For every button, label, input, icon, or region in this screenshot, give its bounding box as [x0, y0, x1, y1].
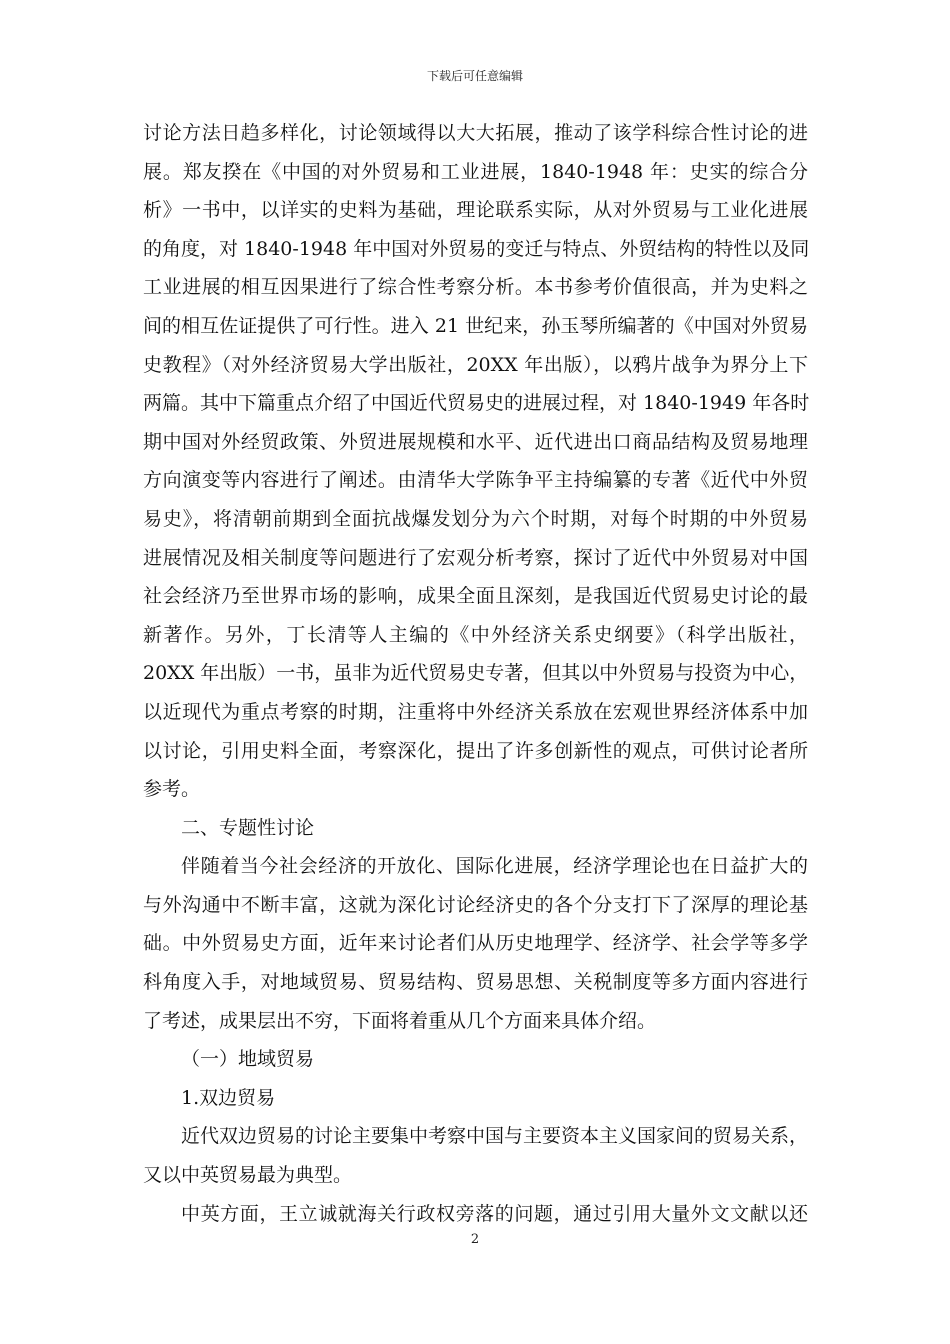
page-header: 下载后可任意编辑 [426, 69, 523, 83]
text-line: 讨论方法日趋多样化，讨论领域得以大大拓展，推动了该学科综合性讨论的进 [143, 122, 808, 144]
text-line: 期中国对外经贸政策、外贸进展规模和水平、近代进出口商品结构及贸易地理 [143, 430, 808, 453]
subheading-regional-trade: （一）地域贸易 [181, 1048, 315, 1071]
text-line: 又以中英贸易最为典型。 [143, 1164, 353, 1187]
subheading-bilateral-trade: 1.双边贸易 [181, 1086, 276, 1109]
text-line: 新著作。另外，丁长清等人主编的《中外经济关系史纲要》（科学出版社， [143, 623, 808, 646]
section-heading-thematic-research: 二、专题性讨论 [181, 816, 315, 839]
text-line: 两篇。其中下篇重点介绍了中国近代贸易史的进展过程，对 1840-1949 年各时 [143, 392, 810, 415]
text-line: 的角度，对 1840-1948 年中国对外贸易的变迁与特点、外贸结构的特性以及同 [143, 237, 810, 260]
text-line: 与外沟通中不断丰富，这就为深化讨论经济史的各个分支打下了深厚的理论基 [143, 893, 808, 916]
paragraph-bilateral-trade [143, 1117, 808, 1194]
text-line: 础。中外贸易史方面，近年来讨论者们从历史地理学、经济学、社会学等多学 [143, 932, 808, 955]
text-line: 参考。 [143, 778, 201, 801]
text-line: 析》一书中，以详实的史料为基础，理论联系实际，从对外贸易与工业化进展 [143, 199, 808, 222]
text-line: 20XX 年出版）一书，虽非为近代贸易史专著，但其以中外贸易与投资为中心， [143, 662, 809, 685]
paragraph-survey-review [143, 114, 808, 809]
text-line: 易史》，将清朝前期到全面抗战爆发划分为六个时期，对每个时期的中外贸易 [143, 507, 808, 530]
text-line: 方向演变等内容进行了阐述。由清华大学陈争平主持编纂的专著《近代中外贸 [143, 469, 808, 492]
text-line: 展。郑友揆在《中国的对外贸易和工业进展，1840-1948 年：史实的综合分 [143, 160, 808, 183]
text-line: 中英方面，王立诚就海关行政权旁落的问题，通过引用大量外文文献以还 [181, 1202, 808, 1225]
paragraph-sino-british [143, 1195, 808, 1234]
text-line: 史教程》（对外经济贸易大学出版社，20XX 年出版），以鸦片战争为界分上下 [143, 353, 808, 376]
text-line: 社会经济乃至世界市场的影响，成果全面且深刻，是我国近代贸易史讨论的最 [143, 585, 808, 608]
text-line: 近代双边贸易的讨论主要集中考察中国与主要资本主义国家间的贸易关系， [181, 1125, 809, 1148]
text-line: 以讨论，引用史料全面，考察深化，提出了许多创新性的观点，可供讨论者所 [143, 739, 808, 762]
text-line: 间的相互佐证提供了可行性。进入 21 世纪来，孙玉琴所编著的《中国对外贸易 [143, 314, 808, 337]
text-line: 了考述，成果层出不穷，下面将着重从几个方面来具体介绍。 [143, 1009, 657, 1032]
paragraph-thematic-intro [143, 847, 808, 1040]
document-body [143, 114, 808, 1233]
text-line: 伴随着当今社会经济的开放化、国际化进展，经济学理论也在日益扩大的 [181, 855, 808, 878]
text-line: 进展情况及相关制度等问题进行了宏观分析考察，探讨了近代中外贸易对中国 [143, 546, 808, 569]
page-number: 2 [470, 1232, 480, 1247]
text-line: 以近现代为重点考察的时期，注重将中外经济关系放在宏观世界经济体系中加 [143, 700, 808, 723]
text-line: 工业进展的相互因果进行了综合性考察分析。本书参考价值很高，并为史料之 [143, 276, 808, 299]
text-line: 科角度入手，对地域贸易、贸易结构、贸易思想、关税制度等多方面内容进行 [143, 971, 808, 994]
